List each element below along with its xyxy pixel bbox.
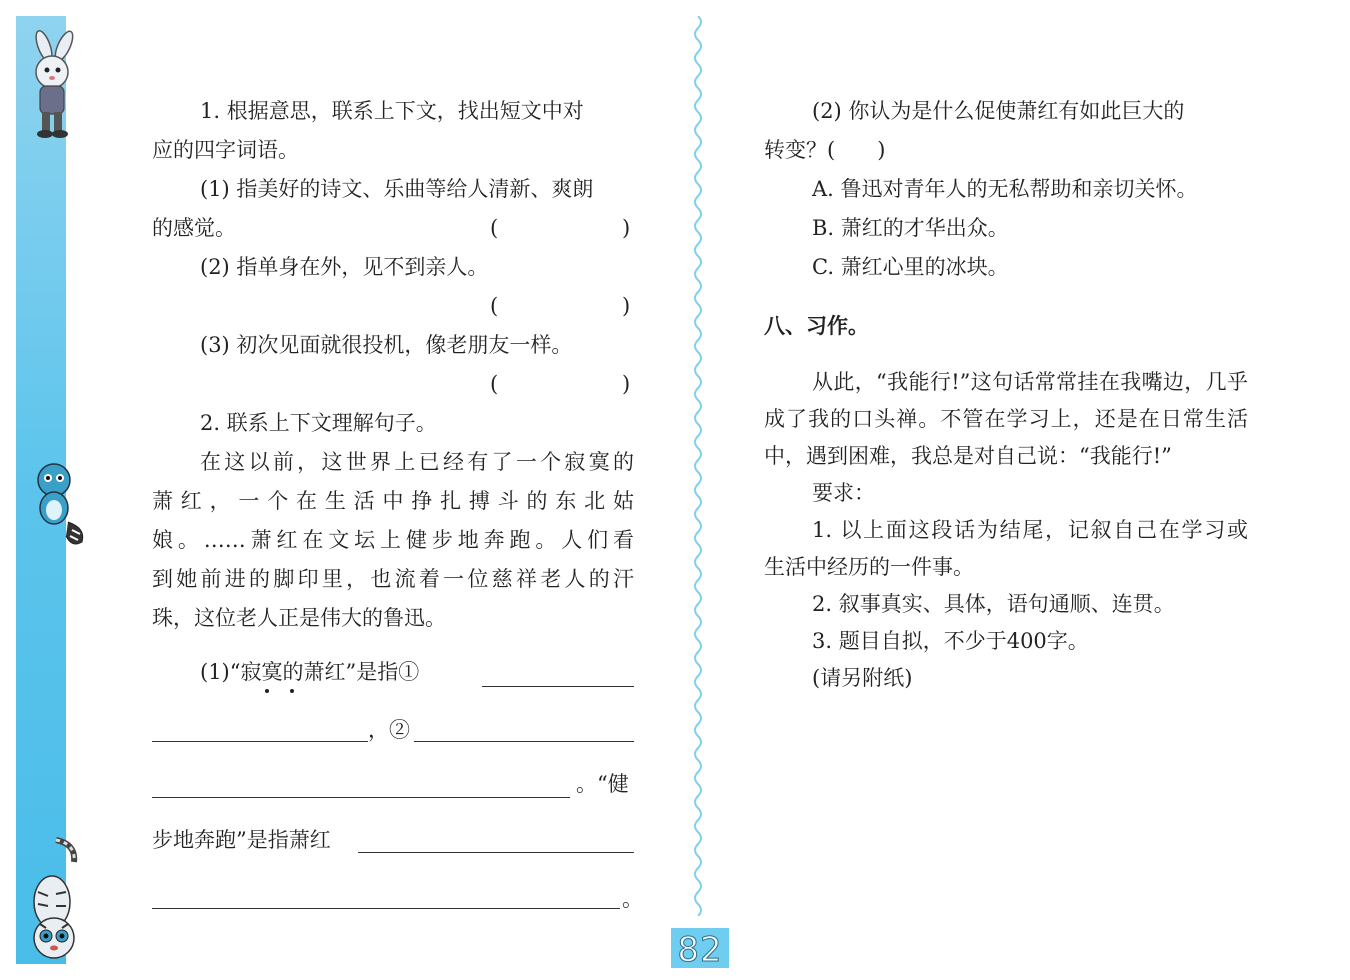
- requirement-note: (请另附纸): [812, 666, 913, 690]
- emphasis-dot: [290, 689, 294, 693]
- section-8-heading: 八、习作。: [764, 314, 869, 338]
- option-a: A. 鲁迅对青年人的无私帮助和亲切关怀。: [812, 177, 1198, 201]
- requirement-item: 生活中经历的一件事。: [764, 555, 974, 579]
- answer-blank-1[interactable]: [482, 686, 634, 687]
- requirement-item: 1. 以上面这段话为结尾，记叙自己在学习或: [812, 518, 1248, 542]
- question-1-2: (2) 指单身在外，见不到亲人。: [200, 255, 489, 279]
- passage-line: 娘。……萧红在文坛上健步地奔跑。人们看: [152, 528, 634, 552]
- question-1-1-line1: (1) 指美好的诗文、乐曲等给人清新、爽朗: [200, 177, 594, 201]
- option-c: C. 萧红心里的冰块。: [812, 255, 1009, 279]
- question-1-text-line1: 1. 根据意思，联系上下文，找出短文中对: [200, 99, 584, 123]
- passage-line: 到她前进的脚印里，也流着一位慈祥老人的汗: [152, 567, 634, 591]
- emphasis-dot: [265, 689, 269, 693]
- question-2-2-line2: 转变？( ): [764, 138, 886, 162]
- rabbit-mascot-icon: [14, 28, 90, 144]
- page-number: 82: [677, 930, 723, 970]
- answer-paren-open-2: (: [490, 294, 499, 318]
- answer-blank-4[interactable]: [152, 797, 570, 798]
- answer-blank-3[interactable]: [414, 741, 634, 742]
- passage-line: 萧红，一个在生活中挣扎搏斗的东北姑: [152, 489, 634, 513]
- essay-line: 从此，“我能行!”这句话常常挂在我嘴边，几乎: [812, 370, 1248, 394]
- question-1-3: (3) 初次见面就很投机，像老朋友一样。: [200, 333, 573, 357]
- answer-blank-6[interactable]: [152, 908, 620, 909]
- answer-paren-open-3: (: [490, 372, 499, 396]
- question-1-text-line2: 应的四字词语。: [152, 138, 299, 162]
- question-2-text: 2. 联系上下文理解句子。: [200, 411, 437, 435]
- raccoon-mascot-icon: [14, 456, 90, 552]
- passage-line: 在这以前，这世界上已经有了一个寂寞的: [200, 450, 634, 474]
- jian-end-text: 。“健: [576, 772, 629, 796]
- tiger-mascot-icon: [14, 832, 90, 966]
- essay-line: 中，遇到困难，我总是对自己说：“我能行!”: [764, 444, 1172, 468]
- benpao-text: 步地奔跑”是指萧红: [152, 828, 331, 852]
- requirements-label: 要求：: [812, 481, 875, 505]
- final-period: 。: [622, 887, 643, 911]
- binding-spine: [691, 16, 705, 916]
- passage-line: 珠，这位老人正是伟大的鲁迅。: [152, 606, 446, 630]
- question-2-2-line1: (2) 你认为是什么促使萧红有如此巨大的: [812, 99, 1185, 123]
- requirement-item: 3. 题目自拟，不少于400字。: [812, 629, 1089, 653]
- answer-blank-2[interactable]: [152, 741, 368, 742]
- answer-paren-close-3: ): [622, 372, 631, 396]
- answer-paren-close-1: ): [622, 216, 631, 240]
- question-2-1-prompt: (1)“寂寞的萧红”是指①: [200, 660, 420, 684]
- answer-paren-open-1: (: [490, 216, 499, 240]
- answer-blank-5[interactable]: [358, 852, 634, 853]
- option-b: B. 萧红的才华出众。: [812, 216, 1009, 240]
- answer-paren-close-2: ): [622, 294, 631, 318]
- essay-line: 成了我的口头禅。不管在学习上，还是在日常生活: [764, 407, 1248, 431]
- requirement-item: 2. 叙事真实、具体，语句通顺、连贯。: [812, 592, 1175, 616]
- circle-two-label: ，②: [368, 718, 410, 742]
- question-1-1-line2: 的感觉。: [152, 216, 236, 240]
